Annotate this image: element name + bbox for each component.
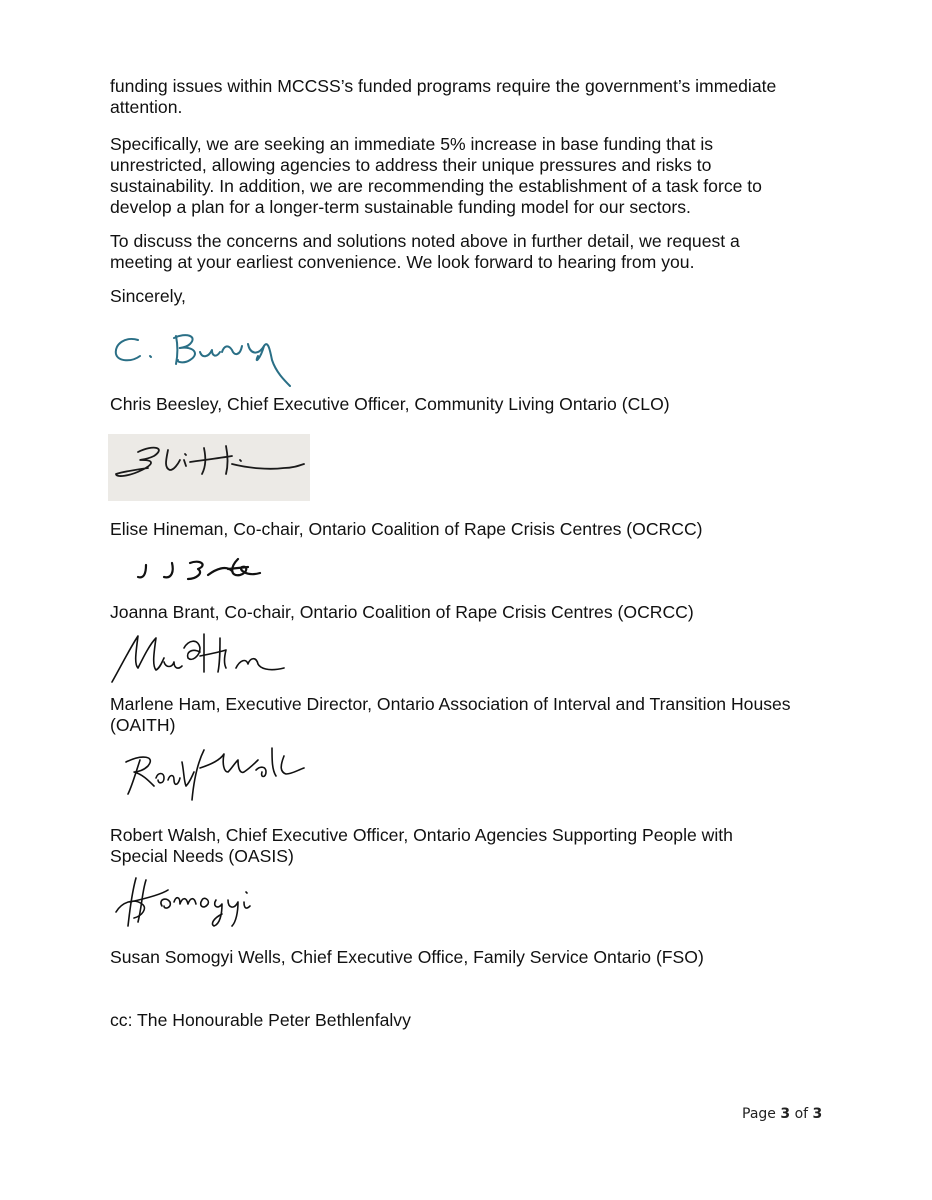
paragraph-line: develop a plan for a longer-term sustainable funding model for our sectors.	[110, 197, 691, 217]
paragraph-line: funding issues within MCCSS’s funded programs require the government’s immediate	[110, 76, 777, 96]
paragraph-line: attention.	[110, 97, 183, 117]
signature-robert-walsh	[120, 742, 310, 806]
signature-susan-somogyi-wells	[112, 872, 282, 932]
paragraph-line: meeting at your earliest convenience. We look forward to hearing from you.	[110, 252, 695, 272]
paragraph-funding-issues	[110, 76, 830, 118]
signatory-name-title: Elise Hineman, Co-chair, Ontario Coalition of Rape Crisis Centres (OCRCC)	[110, 519, 703, 539]
paragraph-funding-request	[110, 134, 830, 218]
page-label: Page	[742, 1106, 776, 1122]
signatory-name-title: (OAITH)	[110, 715, 176, 735]
cc-text: cc: The Honourable Peter Bethlenfalvy	[110, 1010, 411, 1030]
signature-marlene-ham	[108, 628, 288, 688]
closing-text: Sincerely,	[110, 286, 186, 306]
signatory-block	[110, 947, 830, 968]
paragraph-line: sustainability. In addition, we are recommending the establishment of a task force to	[110, 176, 762, 196]
signatory-block	[110, 694, 830, 736]
signatory-name-title: Joanna Brant, Co-chair, Ontario Coalition of Rape Crisis Centres (OCRCC)	[110, 602, 694, 622]
signatory-block	[110, 519, 830, 540]
paragraph-line: Specifically, we are seeking an immediate 5% increase in base funding that is	[110, 134, 714, 154]
paragraph-line: To discuss the concerns and solutions noted above in further detail, we request a	[110, 231, 740, 251]
paragraph-line: unrestricted, allowing agencies to address their unique pressures and risks to	[110, 155, 712, 175]
signature-chris-beesley	[108, 326, 298, 388]
page-total: 3	[812, 1106, 823, 1122]
signatory-name-title: Susan Somogyi Wells, Chief Executive Office, Family Service Ontario (FSO)	[110, 947, 704, 967]
page-current: 3	[780, 1106, 791, 1122]
closing	[110, 286, 830, 307]
signatory-name-title: Marlene Ham, Executive Director, Ontario Association of Interval and Transition Houses	[110, 694, 791, 714]
signature-elise-hineman	[108, 434, 310, 501]
signatory-block	[110, 394, 830, 415]
signatory-name-title: Robert Walsh, Chief Executive Officer, Ontario Agencies Supporting People with	[110, 825, 733, 845]
signatory-name-title: Chris Beesley, Chief Executive Officer, Community Living Ontario (CLO)	[110, 394, 670, 414]
cc-line	[110, 1010, 830, 1031]
page-number	[742, 1106, 822, 1122]
page-of-label: of	[794, 1106, 809, 1122]
signature-joanna-brant	[130, 555, 280, 585]
signatory-name-title: Special Needs (OASIS)	[110, 846, 294, 866]
signatory-block	[110, 825, 830, 867]
signatory-block	[110, 602, 830, 623]
paragraph-meeting-request	[110, 231, 830, 273]
